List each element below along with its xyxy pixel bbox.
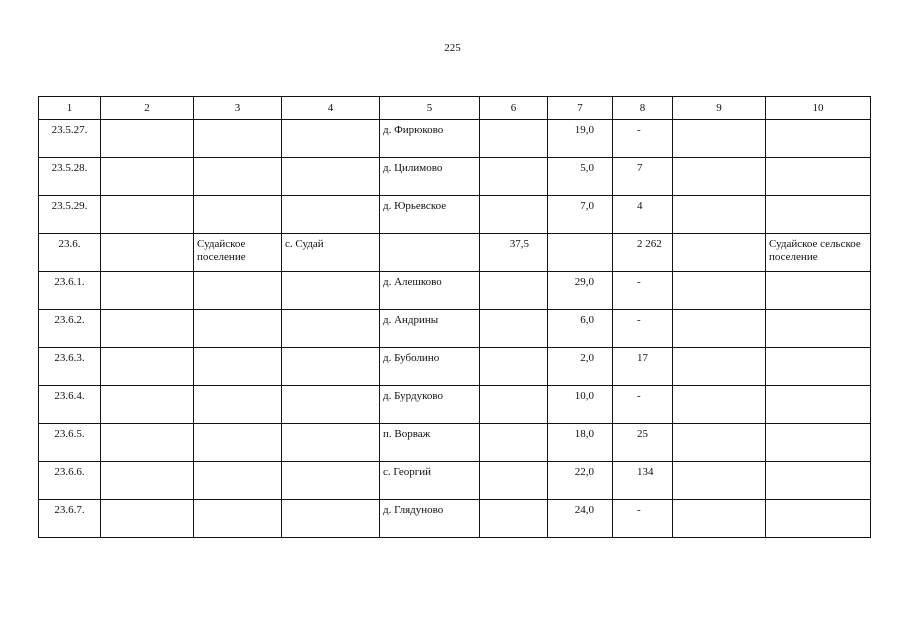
cell-text: с. Судай bbox=[285, 238, 324, 250]
cell-text bbox=[766, 272, 870, 276]
cell-text bbox=[480, 272, 547, 276]
table-cell-col-3 bbox=[194, 500, 282, 538]
table-cell-col-7 bbox=[548, 196, 613, 234]
cell-text bbox=[766, 158, 870, 162]
table-cell-col-4 bbox=[282, 234, 380, 272]
cell-text bbox=[101, 234, 193, 238]
table-cell-col-8 bbox=[613, 196, 673, 234]
table-cell-col-5 bbox=[380, 386, 480, 424]
cell-text bbox=[101, 310, 193, 314]
table-cell-col-9 bbox=[673, 120, 766, 158]
table-cell-col-10 bbox=[766, 348, 871, 386]
cell-text bbox=[194, 348, 281, 352]
cell-text bbox=[282, 348, 379, 352]
cell-text: 23.6. bbox=[58, 238, 81, 250]
table-cell-col-9 bbox=[673, 424, 766, 462]
table-cell-col-5 bbox=[380, 310, 480, 348]
table-cell-col-5 bbox=[380, 462, 480, 500]
table-cell-col-5 bbox=[380, 424, 480, 462]
table-cell-col-9 bbox=[673, 158, 766, 196]
table-cell-col-6 bbox=[480, 462, 548, 500]
table-cell-col-1 bbox=[39, 120, 101, 158]
column-header-8: 8 bbox=[613, 97, 673, 120]
cell-text: 23.5.28. bbox=[51, 162, 88, 174]
cell-text bbox=[101, 196, 193, 200]
cell-text bbox=[101, 272, 193, 276]
table-cell-col-8 bbox=[613, 120, 673, 158]
table-cell-col-4 bbox=[282, 424, 380, 462]
cell-text bbox=[194, 196, 281, 200]
column-header-3: 3 bbox=[194, 97, 282, 120]
cell-text: д. Андрины bbox=[383, 314, 439, 326]
table-cell-col-10 bbox=[766, 158, 871, 196]
cell-text: с. Георгий bbox=[383, 466, 432, 478]
table-cell-col-3 bbox=[194, 120, 282, 158]
table-cell-col-2 bbox=[101, 310, 194, 348]
table-row bbox=[39, 234, 871, 272]
column-header-1: 1 bbox=[39, 97, 101, 120]
cell-text bbox=[673, 120, 765, 124]
table-cell-col-9 bbox=[673, 462, 766, 500]
cell-text bbox=[194, 500, 281, 504]
table-cell-col-10 bbox=[766, 386, 871, 424]
cell-text bbox=[380, 234, 479, 238]
table-cell-col-8 bbox=[613, 386, 673, 424]
cell-text bbox=[766, 310, 870, 314]
cell-text: 23.6.3. bbox=[54, 352, 85, 364]
cell-text bbox=[101, 462, 193, 466]
cell-text bbox=[282, 272, 379, 276]
cell-text: 134 bbox=[637, 466, 654, 478]
table-cell-col-3 bbox=[194, 386, 282, 424]
table-body bbox=[39, 120, 871, 538]
cell-text bbox=[480, 196, 547, 200]
table-row bbox=[39, 424, 871, 462]
table-cell-col-5 bbox=[380, 120, 480, 158]
table-cell-col-2 bbox=[101, 272, 194, 310]
cell-text: 18,0 bbox=[574, 428, 594, 440]
table-cell-col-1 bbox=[39, 196, 101, 234]
cell-text: 29,0 bbox=[574, 276, 594, 288]
cell-text bbox=[673, 234, 765, 238]
cell-text: - bbox=[637, 390, 641, 402]
cell-text bbox=[101, 348, 193, 352]
table-cell-col-8 bbox=[613, 462, 673, 500]
table-row bbox=[39, 158, 871, 196]
cell-text bbox=[282, 158, 379, 162]
cell-text bbox=[766, 196, 870, 200]
table-cell-col-5 bbox=[380, 158, 480, 196]
table-cell-col-4 bbox=[282, 386, 380, 424]
table-cell-col-9 bbox=[673, 272, 766, 310]
table-cell-col-7 bbox=[548, 348, 613, 386]
table-cell-col-3 bbox=[194, 272, 282, 310]
cell-text bbox=[673, 386, 765, 390]
table-cell-col-7 bbox=[548, 272, 613, 310]
table-cell-col-10 bbox=[766, 234, 871, 272]
column-header-5: 5 bbox=[380, 97, 480, 120]
table-cell-col-9 bbox=[673, 386, 766, 424]
cell-text bbox=[673, 424, 765, 428]
table-cell-col-6 bbox=[480, 196, 548, 234]
table-cell-col-2 bbox=[101, 500, 194, 538]
table-cell-col-10 bbox=[766, 272, 871, 310]
table-cell-col-2 bbox=[101, 120, 194, 158]
table-cell-col-8 bbox=[613, 424, 673, 462]
cell-text: - bbox=[637, 276, 641, 288]
cell-text bbox=[101, 500, 193, 504]
cell-text bbox=[194, 386, 281, 390]
cell-text: 23.6.6. bbox=[54, 466, 85, 478]
table-cell-col-7 bbox=[548, 386, 613, 424]
table-cell-col-3 bbox=[194, 348, 282, 386]
column-header-4: 4 bbox=[282, 97, 380, 120]
cell-text bbox=[673, 158, 765, 162]
cell-text bbox=[766, 500, 870, 504]
table-cell-col-7 bbox=[548, 500, 613, 538]
table-row bbox=[39, 462, 871, 500]
table-cell-col-10 bbox=[766, 500, 871, 538]
cell-text: - bbox=[637, 124, 641, 136]
table-cell-col-5 bbox=[380, 272, 480, 310]
cell-text bbox=[101, 158, 193, 162]
table-cell-col-6 bbox=[480, 120, 548, 158]
cell-text bbox=[282, 500, 379, 504]
table-cell-col-2 bbox=[101, 196, 194, 234]
table-cell-col-4 bbox=[282, 158, 380, 196]
cell-text: Судайское поселение bbox=[197, 238, 246, 263]
table-cell-col-9 bbox=[673, 348, 766, 386]
table-cell-col-5 bbox=[380, 196, 480, 234]
table-cell-col-10 bbox=[766, 120, 871, 158]
cell-text: 6,0 bbox=[580, 314, 594, 326]
table-cell-col-3 bbox=[194, 234, 282, 272]
cell-text bbox=[480, 158, 547, 162]
table-cell-col-1 bbox=[39, 386, 101, 424]
cell-text: 5,0 bbox=[580, 162, 594, 174]
table-cell-col-6 bbox=[480, 348, 548, 386]
cell-text: 22,0 bbox=[574, 466, 594, 478]
table-cell-col-1 bbox=[39, 310, 101, 348]
table-cell-col-3 bbox=[194, 196, 282, 234]
table-cell-col-2 bbox=[101, 348, 194, 386]
table-cell-col-8 bbox=[613, 348, 673, 386]
cell-text: 10,0 bbox=[574, 390, 594, 402]
cell-text bbox=[194, 158, 281, 162]
table-cell-col-8 bbox=[613, 272, 673, 310]
cell-text: 23.6.4. bbox=[54, 390, 85, 402]
table-cell-col-9 bbox=[673, 234, 766, 272]
cell-text: 7 bbox=[637, 162, 643, 174]
cell-text bbox=[766, 120, 870, 124]
cell-text: д. Бурдуково bbox=[383, 390, 443, 402]
table-cell-col-1 bbox=[39, 234, 101, 272]
cell-text: 2,0 bbox=[580, 352, 594, 364]
table-cell-col-10 bbox=[766, 462, 871, 500]
cell-text: 25 bbox=[637, 428, 648, 440]
table-cell-col-8 bbox=[613, 500, 673, 538]
table-cell-col-2 bbox=[101, 158, 194, 196]
cell-text bbox=[480, 462, 547, 466]
table-cell-col-4 bbox=[282, 196, 380, 234]
cell-text: 7,0 bbox=[580, 200, 594, 212]
cell-text bbox=[766, 386, 870, 390]
page-number: 225 bbox=[444, 42, 461, 54]
table-cell-col-3 bbox=[194, 310, 282, 348]
cell-text bbox=[673, 348, 765, 352]
cell-text: - bbox=[637, 504, 641, 516]
table-cell-col-9 bbox=[673, 196, 766, 234]
table-cell-col-6 bbox=[480, 310, 548, 348]
column-header-9: 9 bbox=[673, 97, 766, 120]
cell-text: 24,0 bbox=[574, 504, 594, 516]
cell-text bbox=[480, 500, 547, 504]
table-cell-col-7 bbox=[548, 462, 613, 500]
cell-text bbox=[480, 120, 547, 124]
table-cell-col-1 bbox=[39, 462, 101, 500]
cell-text: - bbox=[637, 314, 641, 326]
table-cell-col-10 bbox=[766, 196, 871, 234]
cell-text bbox=[548, 234, 612, 238]
table-cell-col-4 bbox=[282, 462, 380, 500]
table-cell-col-7 bbox=[548, 158, 613, 196]
table-cell-col-7 bbox=[548, 424, 613, 462]
table-cell-col-6 bbox=[480, 424, 548, 462]
cell-text bbox=[673, 272, 765, 276]
table-cell-col-6 bbox=[480, 500, 548, 538]
cell-text bbox=[194, 120, 281, 124]
table-cell-col-4 bbox=[282, 348, 380, 386]
cell-text: Судайское сельское поселение bbox=[769, 238, 861, 263]
cell-text: 23.6.7. bbox=[54, 504, 85, 516]
column-header-7: 7 bbox=[548, 97, 613, 120]
cell-text: 19,0 bbox=[574, 124, 594, 136]
cell-text: 23.5.27. bbox=[51, 124, 88, 136]
cell-text bbox=[766, 424, 870, 428]
table-cell-col-6 bbox=[480, 234, 548, 272]
table-cell-col-9 bbox=[673, 310, 766, 348]
cell-text bbox=[282, 310, 379, 314]
table-cell-col-2 bbox=[101, 234, 194, 272]
table-cell-col-6 bbox=[480, 386, 548, 424]
table-cell-col-1 bbox=[39, 500, 101, 538]
cell-text: д. Цилимово bbox=[383, 162, 443, 174]
table-cell-col-7 bbox=[548, 120, 613, 158]
table-cell-col-5 bbox=[380, 500, 480, 538]
cell-text bbox=[480, 386, 547, 390]
cell-text bbox=[282, 196, 379, 200]
table-row bbox=[39, 196, 871, 234]
table-cell-col-8 bbox=[613, 310, 673, 348]
table-cell-col-1 bbox=[39, 424, 101, 462]
table-cell-col-3 bbox=[194, 462, 282, 500]
table-cell-col-10 bbox=[766, 424, 871, 462]
table-cell-col-7 bbox=[548, 310, 613, 348]
cell-text: 2 262 bbox=[637, 238, 662, 250]
table-header-row bbox=[39, 97, 871, 120]
table-cell-col-4 bbox=[282, 272, 380, 310]
cell-text bbox=[194, 310, 281, 314]
cell-text: 37,5 bbox=[509, 238, 529, 250]
table-cell-col-3 bbox=[194, 158, 282, 196]
column-header-6: 6 bbox=[480, 97, 548, 120]
cell-text bbox=[194, 272, 281, 276]
cell-text bbox=[480, 348, 547, 352]
table-row bbox=[39, 272, 871, 310]
cell-text bbox=[282, 386, 379, 390]
cell-text bbox=[101, 120, 193, 124]
table-row bbox=[39, 500, 871, 538]
cell-text bbox=[673, 500, 765, 504]
cell-text: 23.5.29. bbox=[51, 200, 88, 212]
column-header-10: 10 bbox=[766, 97, 871, 120]
column-header-2: 2 bbox=[101, 97, 194, 120]
table-cell-col-7 bbox=[548, 234, 613, 272]
table-row bbox=[39, 348, 871, 386]
cell-text bbox=[673, 462, 765, 466]
table-cell-col-8 bbox=[613, 158, 673, 196]
cell-text bbox=[766, 348, 870, 352]
cell-text: д. Фирюково bbox=[383, 124, 444, 136]
table-cell-col-10 bbox=[766, 310, 871, 348]
cell-text bbox=[194, 424, 281, 428]
cell-text: 23.6.2. bbox=[54, 314, 85, 326]
cell-text bbox=[480, 424, 547, 428]
cell-text: 4 bbox=[637, 200, 643, 212]
cell-text bbox=[673, 196, 765, 200]
table-cell-col-2 bbox=[101, 462, 194, 500]
cell-text bbox=[282, 424, 379, 428]
cell-text bbox=[101, 424, 193, 428]
table-cell-col-6 bbox=[480, 272, 548, 310]
cell-text: д. Алешково bbox=[383, 276, 442, 288]
table-cell-col-6 bbox=[480, 158, 548, 196]
table-cell-col-5 bbox=[380, 234, 480, 272]
cell-text bbox=[480, 310, 547, 314]
cell-text bbox=[282, 120, 379, 124]
cell-text: д. Буболино bbox=[383, 352, 440, 364]
cell-text bbox=[194, 462, 281, 466]
cell-text bbox=[766, 462, 870, 466]
table-cell-col-4 bbox=[282, 500, 380, 538]
table-cell-col-8 bbox=[613, 234, 673, 272]
table-cell-col-5 bbox=[380, 348, 480, 386]
cell-text: д. Юрьевское bbox=[383, 200, 447, 212]
table-cell-col-4 bbox=[282, 120, 380, 158]
table-cell-col-3 bbox=[194, 424, 282, 462]
table-cell-col-2 bbox=[101, 386, 194, 424]
table-row bbox=[39, 386, 871, 424]
table-cell-col-1 bbox=[39, 348, 101, 386]
table-cell-col-9 bbox=[673, 500, 766, 538]
cell-text bbox=[673, 310, 765, 314]
cell-text: 17 bbox=[637, 352, 648, 364]
table-row bbox=[39, 120, 871, 158]
cell-text: 23.6.5. bbox=[54, 428, 85, 440]
cell-text bbox=[101, 386, 193, 390]
table-cell-col-2 bbox=[101, 424, 194, 462]
cell-text: п. Ворваж bbox=[383, 428, 431, 440]
table-row bbox=[39, 310, 871, 348]
cell-text: 23.6.1. bbox=[54, 276, 85, 288]
cell-text: д. Глядуново bbox=[383, 504, 444, 516]
settlements-table bbox=[38, 96, 871, 538]
table-cell-col-1 bbox=[39, 158, 101, 196]
cell-text bbox=[282, 462, 379, 466]
table-cell-col-1 bbox=[39, 272, 101, 310]
table-cell-col-4 bbox=[282, 310, 380, 348]
